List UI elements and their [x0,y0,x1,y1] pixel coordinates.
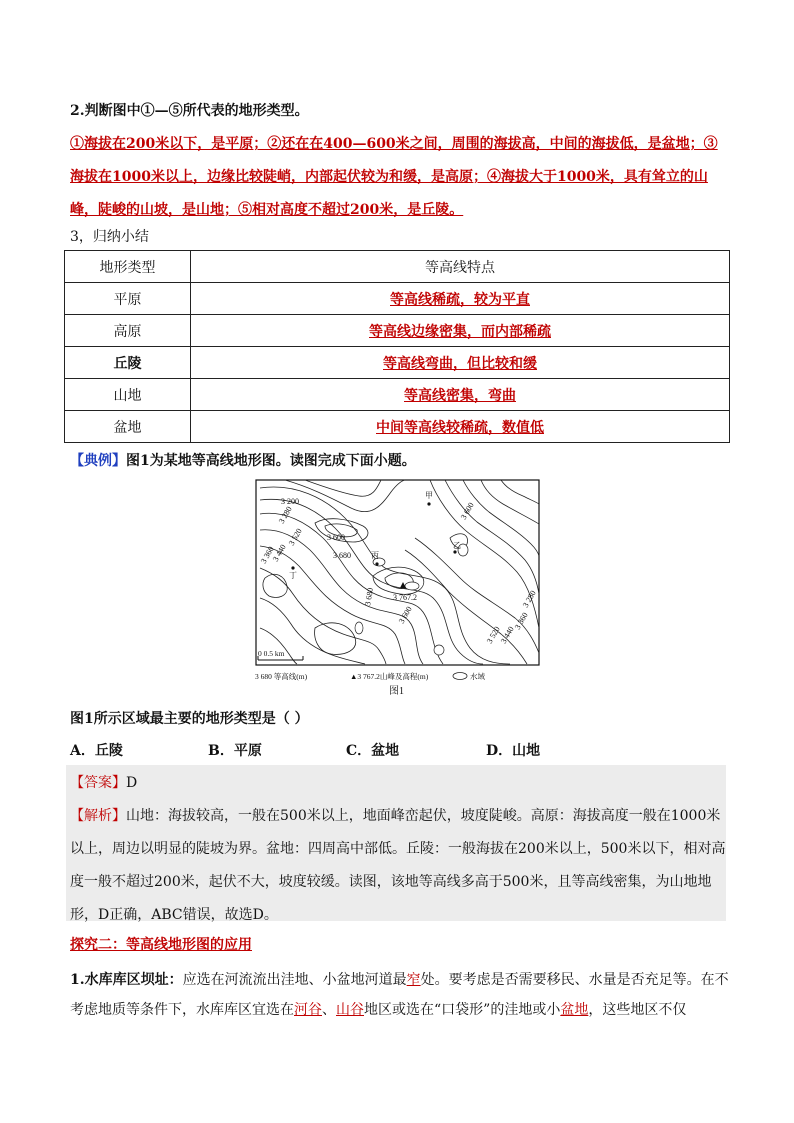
legend-water: 水域 [470,672,485,681]
p1-separator: 、 [322,1002,336,1018]
section-3-title: 3，归纳小结 [70,229,149,245]
contour-label: 3 520 [286,526,304,547]
table-row [65,283,730,315]
contour-label: 3 600 [396,604,414,625]
terrain-type-cell: 丘陵 [65,347,191,379]
question-stem: 图1所示区域最主要的地形类型是（ ） [70,711,309,727]
contour-map-figure [255,478,543,700]
contour-feature-cell [191,379,730,411]
p1-text-4: ，这些地区不仅 [588,1002,687,1018]
contour-label: 3 600 [327,533,345,542]
terrain-type-cell: 盆地 [65,411,191,443]
feature-text: 等高线稀疏，较为平直 [390,291,530,308]
peak-elevation: 3 767.2 [393,593,417,602]
terrain-type-cell: 平原 [65,283,191,315]
p1-keyword-basin: 盆地 [560,1002,589,1018]
analysis-tag: 【解析】 [70,808,126,824]
answer-tag: 【答案】 [70,775,126,791]
table-header-row [65,251,730,283]
contour-label: 3 520 [484,624,502,645]
example-text: 图1为某地等高线地形图。读图完成下面小题。 [126,453,416,469]
contour-feature-cell [191,283,730,315]
option-c[interactable]: C．盆地 [346,743,400,759]
header-terrain-type: 地形类型 [65,251,191,283]
table-row [65,411,730,443]
contour-label: 3 440 [270,542,288,563]
map-legend [255,671,485,681]
table-row [65,379,730,411]
answer-text: ①海拔在200米以下，是平原；②还在在400—600米之间，周围的海拔高，中间的海拔低，是盆地；③海拔在1000米以上，边缘比较陡峭，内部起伏较为和缓，是高原；④海拔大于1000米，具有耸立的山峰，陡峻的山坡，是山地；⑤相对高度不超过200米，是丘陵。 [70,136,718,218]
legend-contour: 3 680 等高线(m) [255,672,308,681]
p1-keyword-narrow: 窄 [406,972,421,988]
contour-label: 3 680 [333,551,351,560]
table-row [65,347,730,379]
contour-label: 3 360 [512,610,530,631]
example-tag: 【典例】 [70,453,126,469]
table-row [65,315,730,347]
explore-section-title [70,934,252,954]
option-b[interactable]: B．平原 [208,743,262,759]
p1-text-3: 地区或选在“口袋形”的洼地或小 [364,1002,561,1018]
p1-keyword-mountain-valley: 山谷 [336,1002,364,1018]
answer-value: D [126,775,138,791]
contour-label: 3 360 [258,544,276,565]
contour-feature-cell [191,411,730,443]
contour-label: 3 440 [498,624,516,645]
explore-title-text: 探究二：等高线地形图的应用 [70,937,252,953]
feature-text: 等高线弯曲，但比较和缓 [383,355,537,372]
p1-text-1: 应选在河流流出洼地、小盆地河道最 [182,972,407,988]
question-2-answer [70,128,730,227]
water-legend-icon [453,673,467,680]
feature-text: 等高线密集，弯曲 [404,387,516,404]
p1-text-2: 处。要考虑是否需要移民、水量是否充足等。在不考虑地质等条件下，水库库区宜选在 [70,972,729,1018]
terrain-type-cell: 山地 [65,379,191,411]
analysis-paragraph [70,800,726,932]
option-d[interactable]: D．山地 [486,743,541,759]
contour-label: 3 280 [276,504,294,525]
option-a[interactable]: A．丘陵 [70,743,123,759]
point-label-bing: 丙 [371,551,379,560]
p1-lead: 1.水库库区坝址： [70,972,183,988]
contour-label: 3 600 [458,500,476,521]
legend-peak: ▲3 767.2山峰及高程(m) [350,672,429,681]
reservoir-paragraph [70,965,730,1025]
point-label-jia: 甲 [425,491,433,500]
terrain-type-cell: 高原 [65,315,191,347]
feature-text: 中间等高线较稀疏，数值低 [376,419,544,436]
answer-line [70,772,137,792]
point-label-yi: 乙 [453,541,461,550]
terrain-summary-table [64,250,730,443]
contour-label: 3 680 [363,587,376,607]
contour-feature-cell [191,315,730,347]
feature-text: 等高线边缘密集，而内部稀疏 [369,323,551,340]
figure-caption: 图1 [389,686,404,697]
contour-label: 3 200 [281,497,299,506]
question-2-title: 2.判断图中①—⑤所代表的地形类型。 [70,103,309,119]
point-label-ding: 丁 [289,571,297,580]
p1-keyword-valley: 河谷 [294,1002,322,1018]
scale-text: 0 0.5 km [258,649,285,658]
contour-feature-cell [191,347,730,379]
header-contour-feature: 等高线特点 [191,251,730,283]
example-intro [70,450,416,470]
analysis-text: 山地：海拔较高，一般在500米以上，地面峰峦起伏，坡度陡峻。高原：海拔高度一般在1000米以上，周边以明显的陡坡为界。盆地：四周高中部低。丘陵：一般海拔在200米以上，500米以下，相对高度一般不超过200米，起伏不大，坡度较缓。读图，该地等高线多高于500米，且等高线密集，为山地地形，D正确，ABC错误，故选D。 [70,808,726,923]
contour-label: 3 280 [520,588,538,609]
